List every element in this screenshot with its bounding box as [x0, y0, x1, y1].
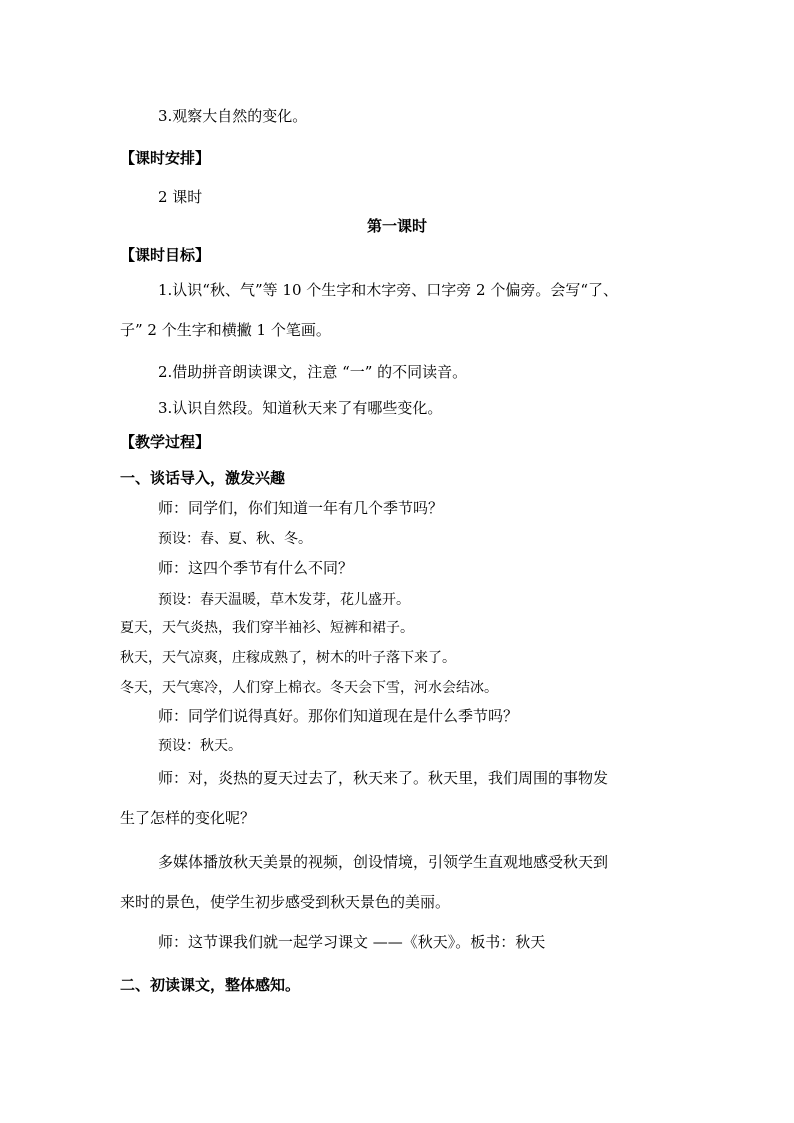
schedule-text: 2 课时	[158, 188, 203, 206]
media-paragraph-continued: 来时的景色，使学生初步感受到秋天景色的美丽。	[120, 893, 451, 911]
preset-summer: 夏天，天气炎热，我们穿半袖衫、短裤和裙子。	[120, 620, 414, 636]
teacher-line-4: 师：对，炎热的夏天过去了，秋天来了。秋天里，我们周围的事物发	[158, 769, 609, 787]
section-heading-process: 【教学过程】	[120, 433, 211, 451]
media-paragraph: 多媒体播放秋天美景的视频，创设情境，引领学生直观地感受秋天到	[158, 853, 609, 871]
preset-line-3: 预设：秋天。	[158, 738, 242, 754]
teacher-line-2: 师：这四个季节有什么不同？	[158, 559, 354, 577]
step-heading-2: 二、初读课文，整体感知。	[120, 976, 301, 994]
goal-item-1: 1.认识“秋、气”等 10 个生字和木字旁、口字旁 2 个偏旁。会写“了、	[158, 281, 619, 299]
section-heading-goals: 【课时目标】	[120, 246, 211, 264]
preset-winter: 冬天，天气寒冷，人们穿上棉衣。冬天会下雪，河水会结冰。	[120, 680, 498, 696]
goal-item-2: 2.借助拼音朗读课文，注意 “一” 的不同读音。	[158, 363, 468, 381]
objective-item-3: 3.观察大自然的变化。	[158, 107, 308, 125]
preset-autumn: 秋天，天气凉爽，庄稼成熟了，树木的叶子落下来了。	[120, 650, 456, 666]
goal-item-1-continued: 子” 2 个生字和横撇 1 个笔画。	[120, 321, 331, 339]
goal-item-3: 3.认识自然段。知道秋天来了有哪些变化。	[158, 399, 443, 417]
preset-line-1: 预设：春、夏、秋、冬。	[158, 531, 312, 547]
teacher-line-1: 师：同学们，你们知道一年有几个季节吗？	[158, 499, 444, 517]
lesson-title: 第一课时	[366, 217, 427, 235]
section-heading-schedule: 【课时安排】	[120, 149, 211, 167]
teacher-line-5: 师：这节课我们就一起学习课文 ——《秋天》。板书：秋天	[158, 933, 546, 951]
teacher-line-4-continued: 生了怎样的变化呢？	[120, 809, 256, 827]
preset-line-2: 预设：春天温暖，草木发芽，花儿盛开。	[158, 592, 410, 608]
teacher-line-3: 师：同学们说得真好。那你们知道现在是什么季节吗？	[158, 707, 519, 725]
step-heading-1: 一、谈话导入，激发兴趣	[120, 469, 286, 487]
